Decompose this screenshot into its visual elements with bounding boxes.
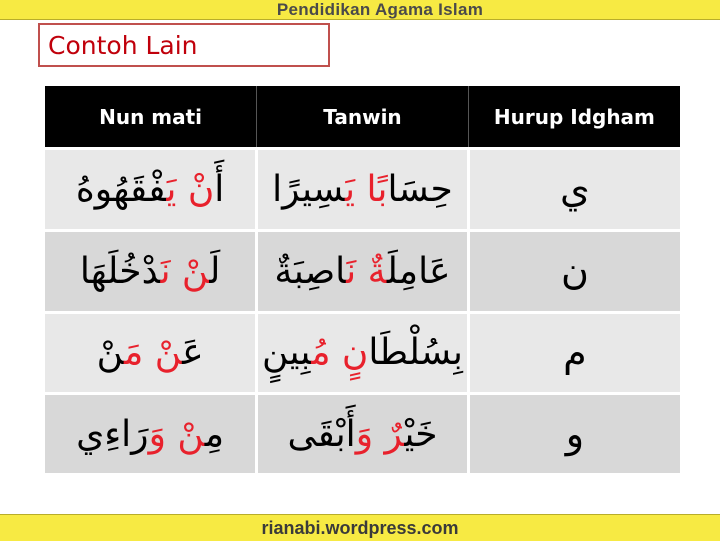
word-part: فْقَهُوهُ bbox=[75, 168, 167, 210]
tanwin-example bbox=[257, 149, 469, 231]
word-part: بِسُلْطَا bbox=[368, 332, 463, 374]
idgham-table bbox=[45, 86, 680, 473]
footer-bar bbox=[0, 514, 720, 541]
table-row bbox=[45, 149, 680, 231]
idgham-letter: ي bbox=[468, 149, 680, 231]
tanwin-example bbox=[257, 312, 469, 394]
word-part: عَامِلَ bbox=[386, 250, 451, 292]
word-part: لَ bbox=[209, 250, 221, 292]
nun-mati-example bbox=[45, 149, 257, 231]
column-header-tanwin: Tanwin bbox=[257, 86, 469, 149]
word-part: أَ bbox=[214, 168, 225, 210]
footer-site: rianabi.wordpress.com bbox=[261, 517, 459, 538]
word-part: دْخُلَهَا bbox=[79, 250, 161, 292]
idgham-letter: م bbox=[468, 312, 680, 394]
highlighted-part: نْ وَ bbox=[148, 413, 205, 455]
nun-mati-example bbox=[45, 230, 257, 312]
word-part: اصِبَةٌ bbox=[274, 250, 347, 292]
word-part: عَ bbox=[182, 332, 204, 374]
table-row bbox=[45, 230, 680, 312]
highlighted-part: نْ نَ bbox=[160, 250, 210, 292]
highlighted-part: بًا يَ bbox=[345, 168, 388, 210]
header-title: Pendidikan Agama Islam bbox=[276, 0, 484, 19]
word-part: حِسَا bbox=[387, 168, 453, 210]
column-header-hurup-idgham: Hurup Idgham bbox=[468, 86, 680, 149]
table-header-row bbox=[45, 86, 680, 149]
header-bar bbox=[0, 0, 720, 20]
word-part: مِ bbox=[204, 413, 225, 455]
slide-title-box bbox=[38, 23, 330, 67]
word-part: سِيرًا bbox=[272, 168, 345, 210]
word-part: رَاءِي bbox=[76, 413, 149, 455]
highlighted-part: رٌ وَ bbox=[355, 413, 405, 455]
word-part: نْ bbox=[96, 332, 124, 374]
word-part: خَيْ bbox=[404, 413, 438, 455]
tanwin-example bbox=[257, 230, 469, 312]
slide-title: Contoh Lain bbox=[48, 30, 198, 60]
idgham-letter: و bbox=[468, 394, 680, 473]
column-header-nun-mati: Nun mati bbox=[45, 86, 257, 149]
highlighted-part: ةٌ نَ bbox=[346, 250, 387, 292]
idgham-letter: ن bbox=[468, 230, 680, 312]
highlighted-part: نٍ مُ bbox=[311, 332, 369, 374]
table-row bbox=[45, 394, 680, 473]
table-row bbox=[45, 312, 680, 394]
word-part: بِينٍ bbox=[262, 332, 312, 374]
nun-mati-example bbox=[45, 312, 257, 394]
highlighted-part: نْ مَ bbox=[123, 332, 183, 374]
nun-mati-example bbox=[45, 394, 257, 473]
highlighted-part: نْ يَ bbox=[166, 168, 215, 210]
tanwin-example bbox=[257, 394, 469, 473]
word-part: أَبْقَى bbox=[287, 413, 356, 455]
